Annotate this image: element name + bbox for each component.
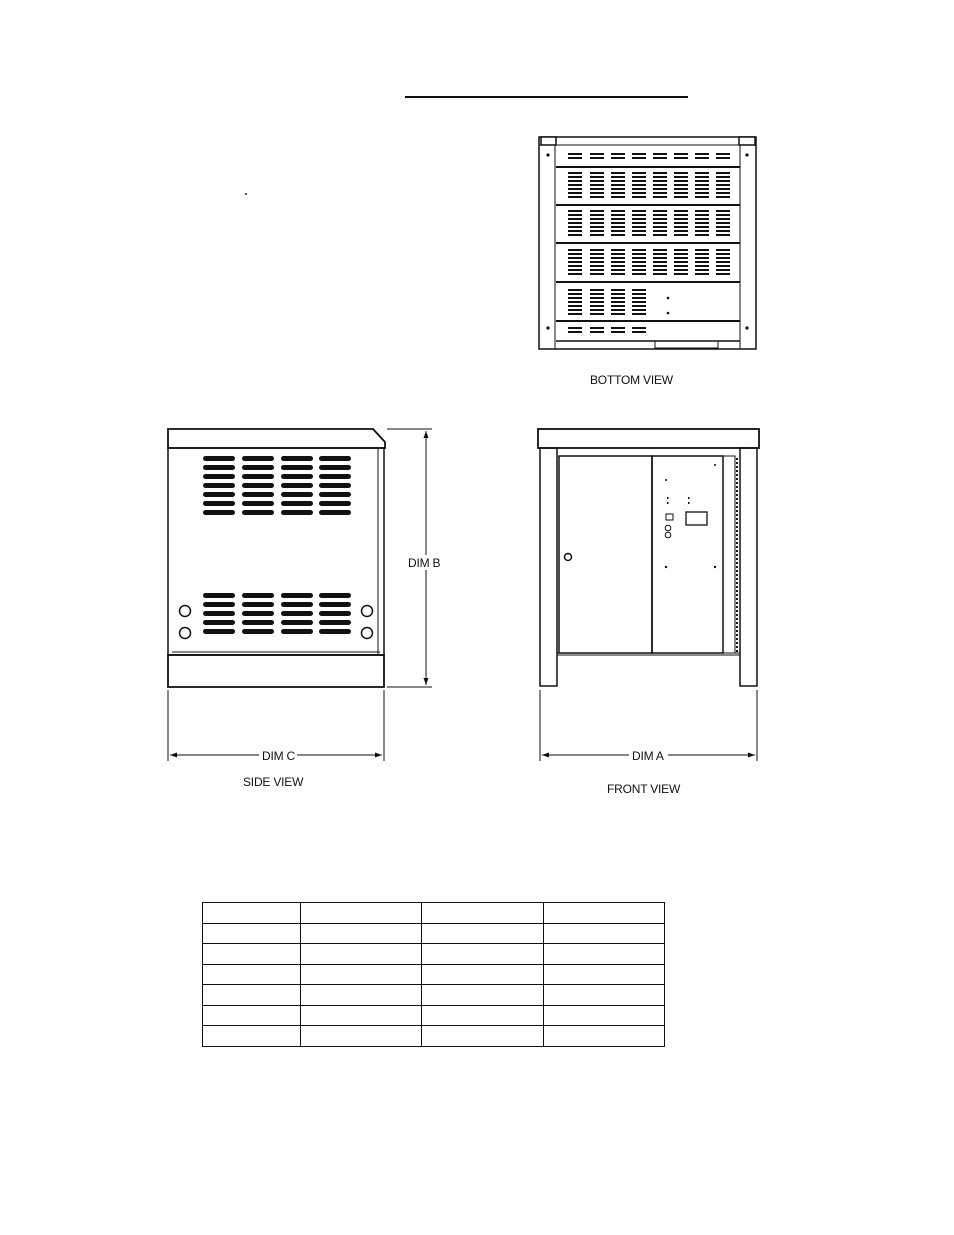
table-cell [301,964,422,985]
table-row [203,964,665,985]
table-row [203,903,665,924]
front-view-leg-left [540,448,557,686]
panel-indicator [666,514,673,520]
table-cell [203,985,301,1006]
bottom-skid-left [539,145,555,349]
front-view-label: FRONT VIEW [607,782,681,796]
table-cell [544,1005,665,1026]
table-cell [422,1026,544,1047]
front-view [538,429,759,686]
front-control-panel [652,456,723,653]
table-cell [203,1005,301,1026]
front-door [559,456,652,653]
bottom-view-label: BOTTOM VIEW [590,373,673,387]
table-cell [203,1026,301,1047]
table-cell [422,985,544,1006]
table-cell [422,964,544,985]
side-view-top-cap [168,429,385,448]
table-cell [544,985,665,1006]
table-row [203,923,665,944]
table-cell [422,923,544,944]
table-cell [203,964,301,985]
table-row [203,985,665,1006]
dim-a-label: DIM A [632,749,664,763]
table-row [203,1026,665,1047]
bottom-view [539,137,756,349]
table-cell [301,985,422,1006]
side-knockout [362,606,373,617]
front-view-top-cap [538,429,759,448]
dim-b-label: DIM B [408,556,441,570]
table-cell [301,944,422,965]
table-cell [301,923,422,944]
side-knockout [180,628,191,639]
table-cell [203,923,301,944]
table-cell [544,944,665,965]
table-cell [301,1005,422,1026]
side-knockout [362,628,373,639]
table-cell [422,944,544,965]
table-cell [544,1026,665,1047]
table-cell [422,1005,544,1026]
table-cell [544,903,665,924]
table-cell [203,903,301,924]
side-view [168,429,385,687]
bottom-skid-right [740,145,756,349]
side-knockout [180,606,191,617]
dimension-table [202,902,665,1047]
table-cell [422,903,544,924]
table-cell [301,1026,422,1047]
table-cell [203,944,301,965]
table-cell [544,923,665,944]
table-cell [301,903,422,924]
side-view-body [168,448,384,655]
dim-c-label: DIM C [262,749,295,763]
side-view-base [168,655,384,687]
table-cell [544,964,665,985]
panel-meter [686,512,707,525]
table-row [203,1005,665,1026]
side-view-label: SIDE VIEW [243,775,304,789]
front-view-leg-right [740,448,757,686]
door-lock-icon [565,554,572,561]
table-row [203,944,665,965]
